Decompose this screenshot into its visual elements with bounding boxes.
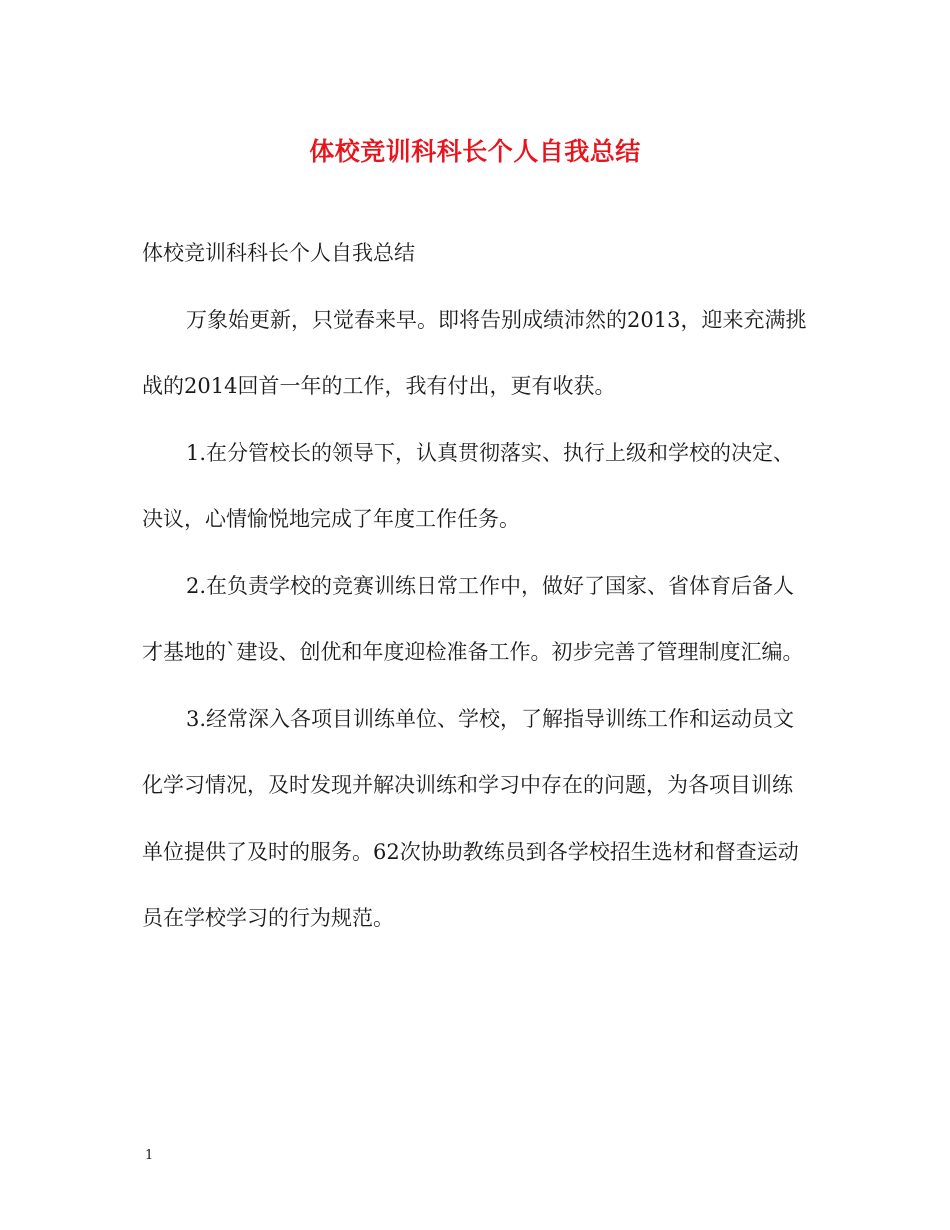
- document-body: [142, 220, 810, 952]
- document-title: 体校竞训科科长个人自我总结: [309, 137, 641, 166]
- paragraph-item-3: 3.经常深入各项目训练单位、学校，了解指导训练工作和运动员文化学习情况，及时发现并解决训练和学习中存在的问题，为各项目训练单位提供了及时的服务。62次协助教练员到各学校招生选材和督查运动员在学校学习的行为规范。: [142, 706, 799, 930]
- page-number: 1: [145, 1148, 154, 1163]
- paragraph-item-2: 2.在负责学校的竞赛训练日常工作中，做好了国家、省体育后备人才基地的`建设、创优和年度迎检准备工作。初步完善了管理制度汇编。: [142, 573, 804, 664]
- document-subtitle: 体校竞训科科长个人自我总结: [142, 241, 415, 265]
- paragraph-item-1: 1.在分管校长的领导下，认真贯彻落实、执行上级和学校的决定、决议，心情愉悦地完成了年度工作任务。: [142, 440, 795, 531]
- paragraph-intro: 万象始更新，只觉春来早。即将告别成绩沛然的2013，迎来充满挑战的2014回首一年的工作，我有付出，更有收获。: [142, 307, 807, 398]
